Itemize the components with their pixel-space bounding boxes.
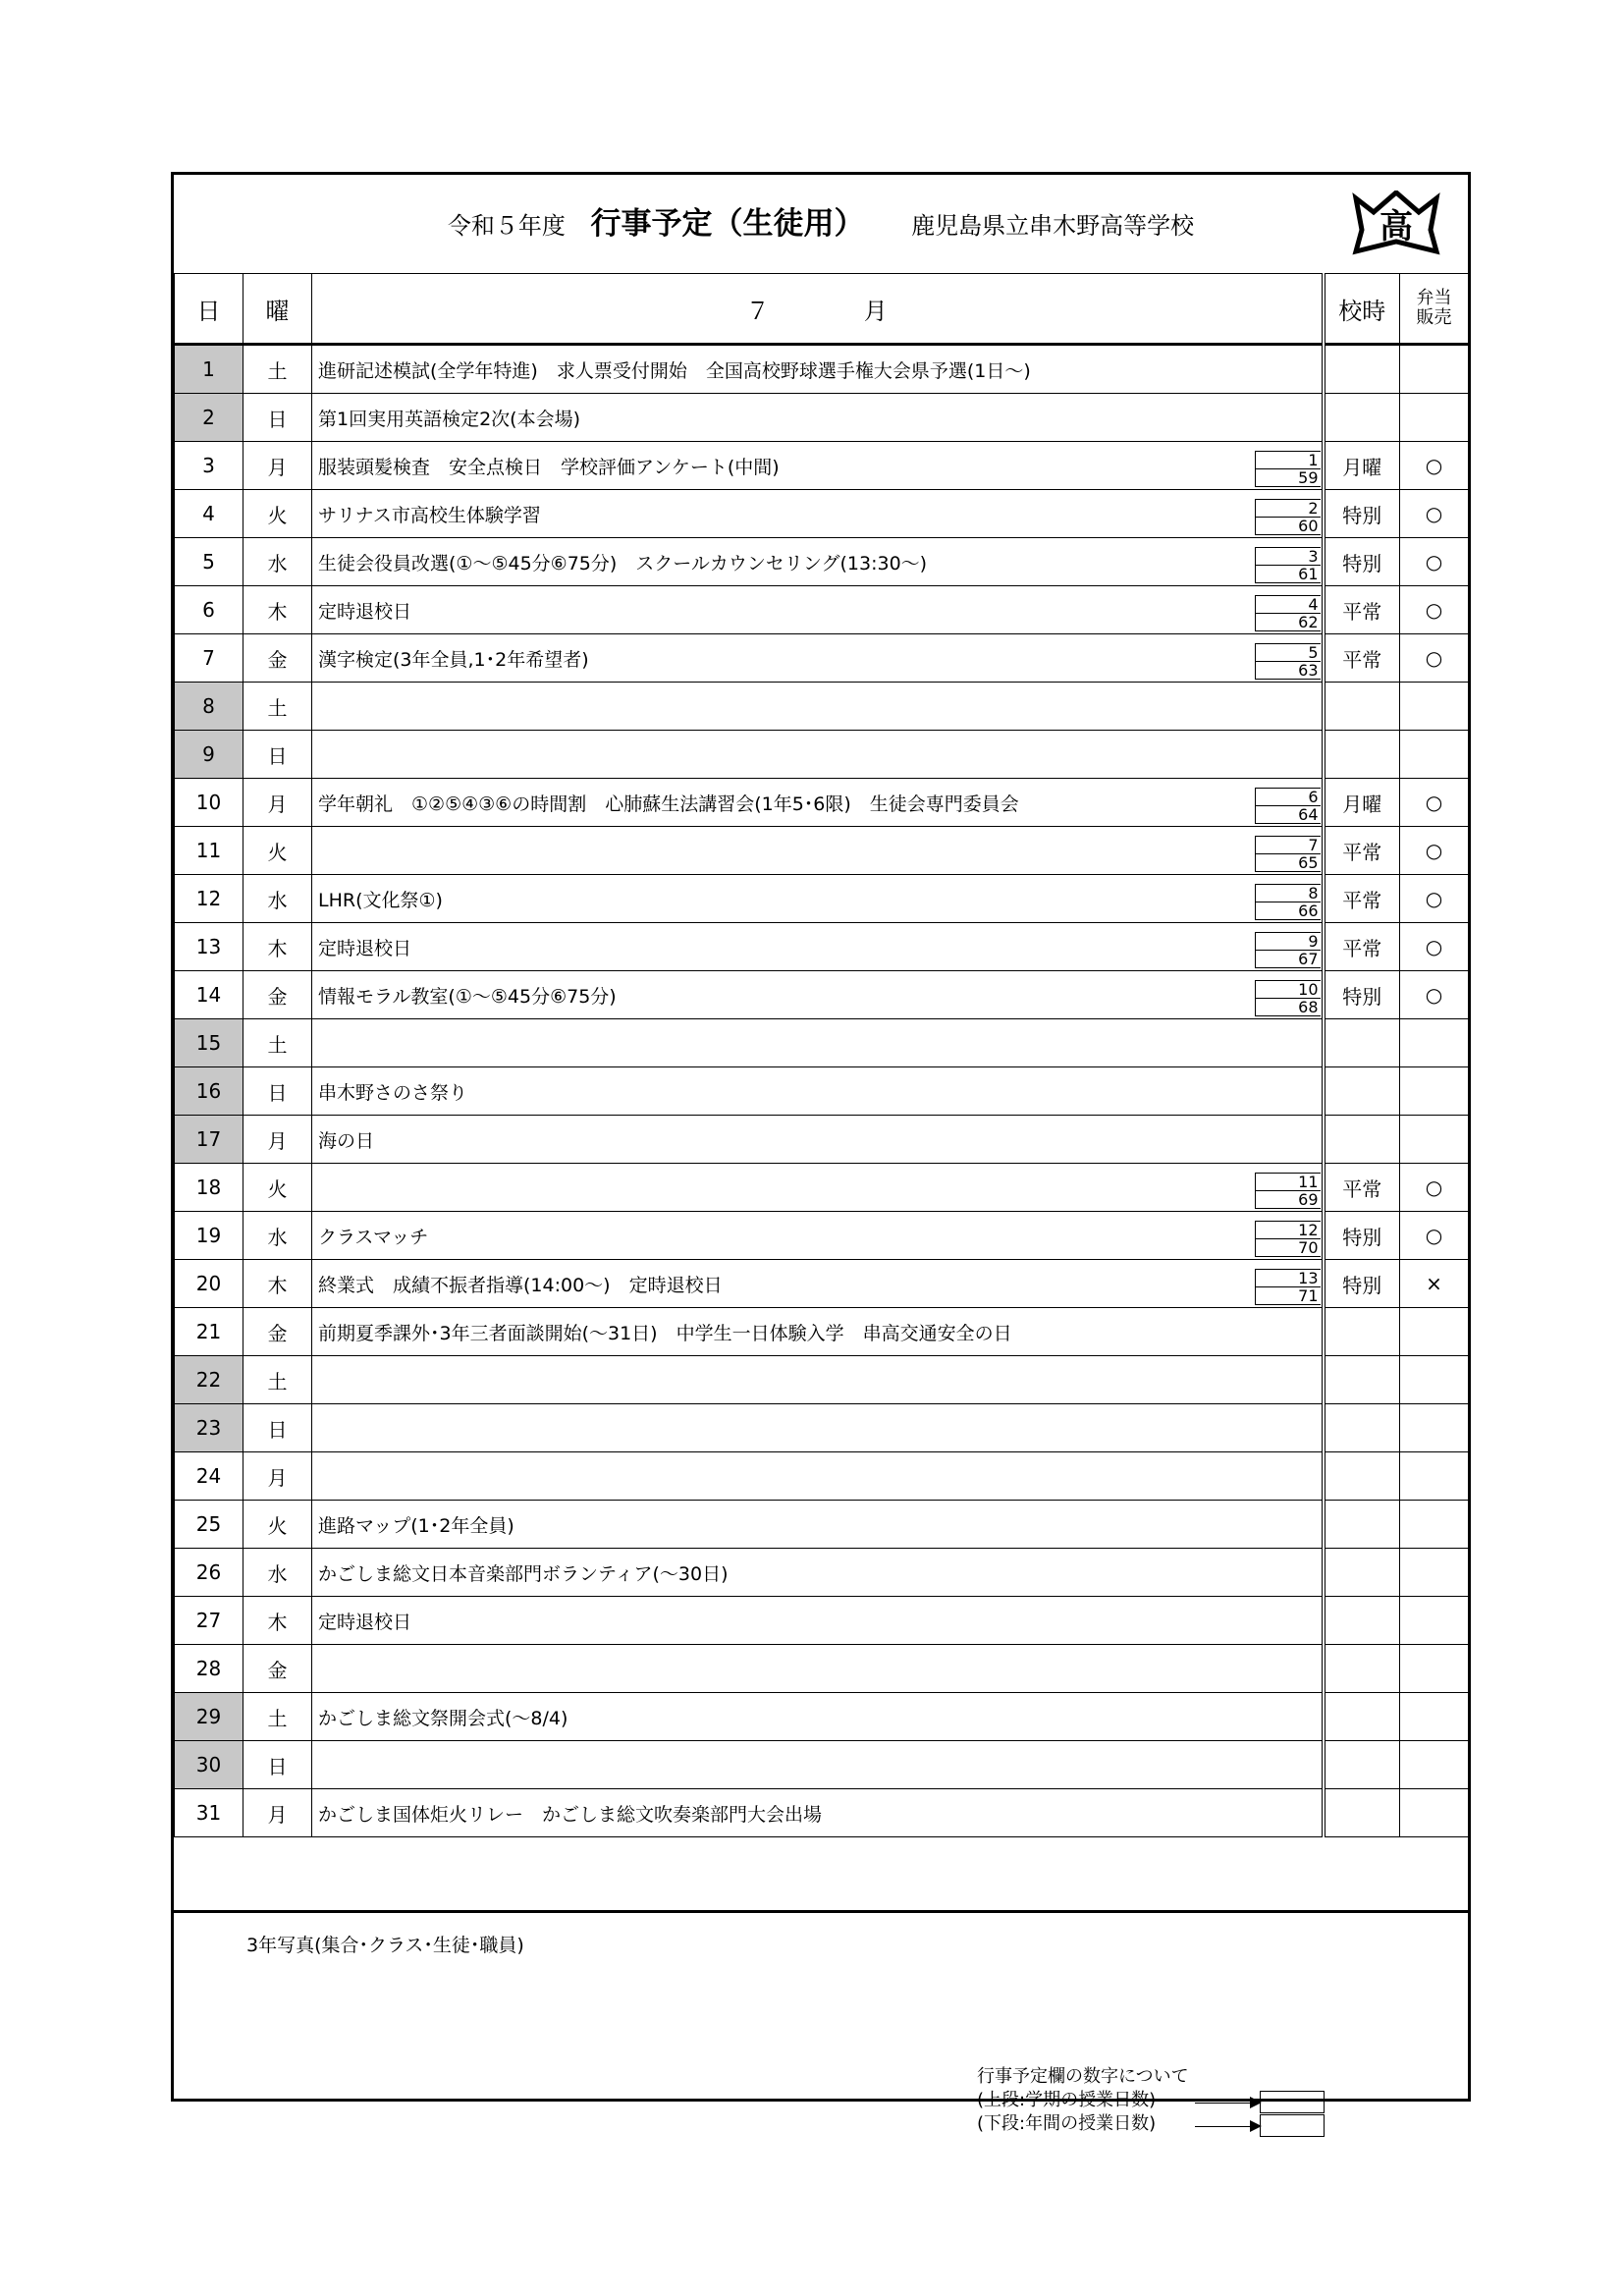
- event-cell: [312, 923, 1324, 971]
- event-text: 串木野さのさ祭り: [318, 1081, 468, 1104]
- bento-cell: [1400, 1741, 1469, 1789]
- event-text: かごしま総文祭開会式(～8/4): [318, 1707, 568, 1729]
- legend-title: 行事予定欄の数字について: [977, 2066, 1189, 2087]
- fiscal-year: 令和５年度: [447, 212, 566, 240]
- term-class-days: 3: [1256, 548, 1321, 566]
- schedule-cell: [1324, 1549, 1400, 1597]
- event-cell: [312, 827, 1324, 875]
- term-class-days: 12: [1256, 1222, 1321, 1239]
- day-cell: 17: [175, 1116, 243, 1164]
- day-cell: 30: [175, 1741, 243, 1789]
- year-class-days: 66: [1256, 902, 1321, 920]
- event-cell: [312, 683, 1324, 731]
- col-header-schedule: 校時: [1324, 274, 1400, 345]
- term-class-days: 11: [1256, 1174, 1321, 1191]
- weekday-cell: 土: [243, 1356, 312, 1404]
- event-text: 終業式 成績不振者指導(14:00～) 定時退校日: [318, 1274, 723, 1296]
- weekday-cell: 日: [243, 1067, 312, 1116]
- event-cell: [312, 1164, 1324, 1212]
- event-cell: [312, 1212, 1324, 1260]
- bento-cell: [1400, 1019, 1469, 1067]
- bento-cell: [1400, 1067, 1469, 1116]
- schedule-cell: 平常: [1324, 827, 1400, 875]
- memo-text: 3年写真(集合･クラス･生徒･職員): [246, 1935, 524, 1956]
- weekday-cell: 金: [243, 1645, 312, 1693]
- calendar-row: [175, 1019, 1469, 1067]
- schedule-cell: [1324, 1501, 1400, 1549]
- day-cell: 8: [175, 683, 243, 731]
- calendar-row: [175, 875, 1469, 923]
- schedule-cell: 平常: [1324, 586, 1400, 634]
- calendar-row: [175, 394, 1469, 442]
- bento-label-2: 販売: [1416, 307, 1452, 328]
- calendar-row: [175, 731, 1469, 779]
- event-cell: [312, 1260, 1324, 1308]
- event-cell: [312, 1693, 1324, 1741]
- year-class-days: 65: [1256, 854, 1321, 872]
- day-cell: 23: [175, 1404, 243, 1452]
- day-cell: 28: [175, 1645, 243, 1693]
- bento-cell: ○: [1400, 634, 1469, 683]
- class-day-counts: [1255, 884, 1321, 920]
- term-class-days: 1: [1256, 452, 1321, 469]
- event-cell: [312, 1789, 1324, 1837]
- event-text: 海の日: [318, 1129, 375, 1152]
- event-text: 進研記述模試(全学年特進) 求人票受付開始 全国高校野球選手権大会県予選(1日～): [318, 359, 1031, 382]
- event-cell: [312, 1356, 1324, 1404]
- calendar-row: [175, 683, 1469, 731]
- schedule-cell: 平常: [1324, 875, 1400, 923]
- class-day-counts: [1255, 980, 1321, 1016]
- page-title: 行事予定（生徒用）: [590, 206, 865, 242]
- day-cell: 29: [175, 1693, 243, 1741]
- event-text: 情報モラル教室(①～⑤45分⑥75分): [318, 985, 617, 1008]
- schedule-cell: 特別: [1324, 490, 1400, 538]
- day-cell: 12: [175, 875, 243, 923]
- class-day-counts: [1255, 836, 1321, 872]
- schedule-cell: 平常: [1324, 1164, 1400, 1212]
- day-cell: 22: [175, 1356, 243, 1404]
- event-cell: [312, 1308, 1324, 1356]
- day-cell: 25: [175, 1501, 243, 1549]
- bento-cell: [1400, 683, 1469, 731]
- notes-area: [174, 1910, 1468, 2134]
- bento-cell: ○: [1400, 586, 1469, 634]
- weekday-cell: 火: [243, 1164, 312, 1212]
- schedule-cell: 特別: [1324, 538, 1400, 586]
- schedule-cell: [1324, 1116, 1400, 1164]
- event-text: 定時退校日: [318, 1611, 412, 1633]
- year-class-days: 68: [1256, 999, 1321, 1016]
- event-text: 服装頭髪検査 安全点検日 学校評価アンケート(中間): [318, 456, 780, 478]
- day-cell: 3: [175, 442, 243, 490]
- weekday-cell: 水: [243, 538, 312, 586]
- day-cell: 7: [175, 634, 243, 683]
- event-cell: [312, 1067, 1324, 1116]
- day-cell: 24: [175, 1452, 243, 1501]
- year-class-days: 71: [1256, 1287, 1321, 1305]
- class-day-counts: [1255, 547, 1321, 583]
- class-day-counts: [1255, 643, 1321, 680]
- schedule-cell: [1324, 1019, 1400, 1067]
- calendar-row: [175, 1212, 1469, 1260]
- event-cell: [312, 1501, 1324, 1549]
- term-class-days: 9: [1256, 933, 1321, 951]
- bento-cell: [1400, 1597, 1469, 1645]
- weekday-cell: 日: [243, 1404, 312, 1452]
- schedule-cell: [1324, 345, 1400, 394]
- day-cell: 21: [175, 1308, 243, 1356]
- schedule-cell: 月曜: [1324, 779, 1400, 827]
- bento-cell: [1400, 1452, 1469, 1501]
- schedule-cell: [1324, 1356, 1400, 1404]
- schedule-cell: 月曜: [1324, 442, 1400, 490]
- term-class-days: 8: [1256, 885, 1321, 902]
- weekday-cell: 木: [243, 586, 312, 634]
- year-class-days: 64: [1256, 806, 1321, 824]
- title-line: [174, 204, 1468, 246]
- weekday-cell: 水: [243, 1549, 312, 1597]
- term-class-days: 6: [1256, 789, 1321, 806]
- schedule-cell: [1324, 1693, 1400, 1741]
- event-text: 定時退校日: [318, 937, 412, 959]
- day-cell: 27: [175, 1597, 243, 1645]
- calendar-row: [175, 1693, 1469, 1741]
- bento-cell: [1400, 1501, 1469, 1549]
- schedule-cell: [1324, 1789, 1400, 1837]
- schedule-cell: [1324, 1741, 1400, 1789]
- schedule-cell: 平常: [1324, 923, 1400, 971]
- weekday-cell: 木: [243, 1597, 312, 1645]
- col-header-month: ７ 月: [312, 274, 1324, 345]
- col-header-day: 日: [175, 274, 243, 345]
- event-cell: [312, 779, 1324, 827]
- event-text: 学年朝礼 ①②⑤④③⑥の時間割 心肺蘇生法講習会(1年5･6限) 生徒会専門委員会: [318, 793, 1019, 815]
- day-cell: 13: [175, 923, 243, 971]
- calendar-row: [175, 1067, 1469, 1116]
- bento-cell: [1400, 1116, 1469, 1164]
- calendar-row: [175, 1597, 1469, 1645]
- calendar-row: [175, 923, 1469, 971]
- schedule-cell: [1324, 1645, 1400, 1693]
- school-emblem-icon: [1352, 191, 1440, 255]
- event-cell: [312, 586, 1324, 634]
- year-class-days: 70: [1256, 1239, 1321, 1257]
- event-cell: [312, 731, 1324, 779]
- bento-cell: [1400, 1693, 1469, 1741]
- event-text: かごしま総文日本音楽部門ボランティア(～30日): [318, 1562, 729, 1585]
- bento-label-1: 弁当: [1416, 288, 1452, 308]
- calendar-row: [175, 971, 1469, 1019]
- weekday-cell: 金: [243, 634, 312, 683]
- event-cell: [312, 634, 1324, 683]
- event-text: 前期夏季課外･3年三者面談開始(～31日) 中学生一日体験入学 串高交通安全の日: [318, 1322, 1012, 1344]
- event-text: 生徒会役員改選(①～⑤45分⑥75分) スクールカウンセリング(13:30～): [318, 552, 928, 574]
- bento-cell: [1400, 345, 1469, 394]
- bento-cell: [1400, 1404, 1469, 1452]
- schedule-cell: [1324, 1452, 1400, 1501]
- year-class-days: 60: [1256, 518, 1321, 535]
- legend-arrow-upper: [1195, 2103, 1260, 2104]
- class-day-counts: [1255, 932, 1321, 968]
- class-day-counts: [1255, 451, 1321, 487]
- bento-cell: [1400, 1789, 1469, 1837]
- bento-cell: [1400, 1356, 1469, 1404]
- weekday-cell: 月: [243, 1452, 312, 1501]
- calendar-row: [175, 634, 1469, 683]
- calendar-table: [174, 273, 1469, 1837]
- schedule-cell: [1324, 1597, 1400, 1645]
- weekday-cell: 月: [243, 1789, 312, 1837]
- class-day-counts: [1255, 1221, 1321, 1257]
- event-cell: [312, 1645, 1324, 1693]
- event-cell: [312, 1116, 1324, 1164]
- weekday-cell: 日: [243, 394, 312, 442]
- calendar-row: [175, 1116, 1469, 1164]
- calendar-row: [175, 538, 1469, 586]
- bento-cell: ○: [1400, 538, 1469, 586]
- event-text: LHR(文化祭①): [318, 889, 443, 911]
- schedule-cell: 特別: [1324, 1212, 1400, 1260]
- day-cell: 18: [175, 1164, 243, 1212]
- day-cell: 5: [175, 538, 243, 586]
- bento-cell: ○: [1400, 827, 1469, 875]
- event-cell: [312, 1741, 1324, 1789]
- calendar-row: [175, 1645, 1469, 1693]
- year-class-days: 67: [1256, 951, 1321, 968]
- year-class-days: 61: [1256, 566, 1321, 583]
- bento-cell: [1400, 394, 1469, 442]
- schedule-sheet: [171, 172, 1471, 2134]
- event-cell: [312, 394, 1324, 442]
- bento-cell: ○: [1400, 1164, 1469, 1212]
- day-cell: 2: [175, 394, 243, 442]
- col-header-bento: [1400, 274, 1469, 345]
- weekday-cell: 火: [243, 827, 312, 875]
- class-day-counts: [1255, 788, 1321, 824]
- term-class-days: 5: [1256, 644, 1321, 662]
- event-cell: [312, 875, 1324, 923]
- bento-cell: ○: [1400, 923, 1469, 971]
- weekday-cell: 土: [243, 683, 312, 731]
- bento-cell: ×: [1400, 1260, 1469, 1308]
- bento-cell: ○: [1400, 1212, 1469, 1260]
- calendar-row: [175, 827, 1469, 875]
- calendar-row: [175, 345, 1469, 394]
- weekday-cell: 金: [243, 971, 312, 1019]
- event-text: かごしま国体炬火リレー かごしま総文吹奏楽部門大会出場: [318, 1803, 823, 1826]
- calendar-row: [175, 1549, 1469, 1597]
- term-class-days: 13: [1256, 1270, 1321, 1287]
- calendar-row: [175, 779, 1469, 827]
- bento-cell: ○: [1400, 490, 1469, 538]
- day-cell: 26: [175, 1549, 243, 1597]
- bento-cell: ○: [1400, 971, 1469, 1019]
- day-cell: 31: [175, 1789, 243, 1837]
- weekday-cell: 木: [243, 1260, 312, 1308]
- bento-cell: ○: [1400, 779, 1469, 827]
- class-day-counts: [1255, 1269, 1321, 1305]
- weekday-cell: 月: [243, 779, 312, 827]
- day-cell: 16: [175, 1067, 243, 1116]
- year-class-days: 59: [1256, 469, 1321, 487]
- header-row: [175, 274, 1469, 345]
- legend-box-lower: [1260, 2114, 1325, 2137]
- day-cell: 14: [175, 971, 243, 1019]
- schedule-cell: 平常: [1324, 634, 1400, 683]
- event-cell: [312, 1549, 1324, 1597]
- day-cell: 1: [175, 345, 243, 394]
- calendar-row: [175, 442, 1469, 490]
- calendar-row: [175, 1452, 1469, 1501]
- event-text: クラスマッチ: [318, 1226, 429, 1248]
- event-cell: [312, 1019, 1324, 1067]
- event-text: 定時退校日: [318, 600, 412, 623]
- weekday-cell: 火: [243, 1501, 312, 1549]
- year-class-days: 63: [1256, 662, 1321, 680]
- day-cell: 9: [175, 731, 243, 779]
- weekday-cell: 水: [243, 1212, 312, 1260]
- schedule-cell: [1324, 1308, 1400, 1356]
- bento-cell: [1400, 1308, 1469, 1356]
- event-text: 漢字検定(3年全員,1･2年希望者): [318, 648, 589, 671]
- bento-cell: [1400, 1645, 1469, 1693]
- year-class-days: 62: [1256, 614, 1321, 631]
- schedule-cell: [1324, 394, 1400, 442]
- weekday-cell: 月: [243, 442, 312, 490]
- event-text: 進路マップ(1･2年全員): [318, 1514, 514, 1537]
- weekday-cell: 水: [243, 875, 312, 923]
- schedule-cell: [1324, 1067, 1400, 1116]
- event-cell: [312, 1404, 1324, 1452]
- calendar-row: [175, 1789, 1469, 1837]
- school-name: 鹿児島県立串木野高等学校: [911, 212, 1195, 240]
- weekday-cell: 日: [243, 731, 312, 779]
- weekday-cell: 土: [243, 1693, 312, 1741]
- calendar-row: [175, 1501, 1469, 1549]
- year-class-days: 69: [1256, 1191, 1321, 1209]
- calendar-row: [175, 1260, 1469, 1308]
- calendar-row: [175, 1741, 1469, 1789]
- event-cell: [312, 538, 1324, 586]
- weekday-cell: 金: [243, 1308, 312, 1356]
- schedule-cell: [1324, 683, 1400, 731]
- day-cell: 10: [175, 779, 243, 827]
- day-cell: 15: [175, 1019, 243, 1067]
- weekday-cell: 木: [243, 923, 312, 971]
- calendar-row: [175, 1404, 1469, 1452]
- title-bar: [174, 175, 1468, 270]
- bento-cell: [1400, 731, 1469, 779]
- calendar-row: [175, 1356, 1469, 1404]
- bento-cell: ○: [1400, 875, 1469, 923]
- event-cell: [312, 1452, 1324, 1501]
- term-class-days: 2: [1256, 500, 1321, 518]
- term-class-days: 10: [1256, 981, 1321, 999]
- legend-upper: (上段:学期の授業日数): [977, 2090, 1157, 2110]
- event-cell: [312, 345, 1324, 394]
- class-day-counts: [1255, 499, 1321, 535]
- day-cell: 6: [175, 586, 243, 634]
- schedule-cell: 特別: [1324, 1260, 1400, 1308]
- weekday-cell: 土: [243, 1019, 312, 1067]
- schedule-cell: [1324, 731, 1400, 779]
- bento-cell: [1400, 1549, 1469, 1597]
- calendar-row: [175, 1308, 1469, 1356]
- term-class-days: 4: [1256, 596, 1321, 614]
- event-text: サリナス市高校生体験学習: [318, 504, 541, 526]
- term-class-days: 7: [1256, 837, 1321, 854]
- legend-lower: (下段:年間の授業日数): [977, 2113, 1157, 2134]
- schedule-cell: [1324, 1404, 1400, 1452]
- weekday-cell: 日: [243, 1741, 312, 1789]
- bento-cell: ○: [1400, 442, 1469, 490]
- day-cell: 11: [175, 827, 243, 875]
- class-day-counts: [1255, 595, 1321, 631]
- weekday-cell: 土: [243, 345, 312, 394]
- emblem-text: 高: [1380, 207, 1413, 246]
- calendar-row: [175, 586, 1469, 634]
- day-cell: 19: [175, 1212, 243, 1260]
- day-cell: 4: [175, 490, 243, 538]
- col-header-weekday: 曜: [243, 274, 312, 345]
- event-cell: [312, 971, 1324, 1019]
- event-cell: [312, 1597, 1324, 1645]
- weekday-cell: 火: [243, 490, 312, 538]
- calendar-row: [175, 490, 1469, 538]
- day-cell: 20: [175, 1260, 243, 1308]
- event-cell: [312, 442, 1324, 490]
- legend-arrow-lower: [1195, 2126, 1260, 2127]
- legend-box-upper: [1260, 2091, 1325, 2113]
- class-day-counts: [1255, 1173, 1321, 1209]
- calendar-row: [175, 1164, 1469, 1212]
- legend: [977, 2065, 1389, 2183]
- weekday-cell: 月: [243, 1116, 312, 1164]
- event-text: 第1回実用英語検定2次(本会場): [318, 408, 581, 430]
- event-cell: [312, 490, 1324, 538]
- schedule-cell: 特別: [1324, 971, 1400, 1019]
